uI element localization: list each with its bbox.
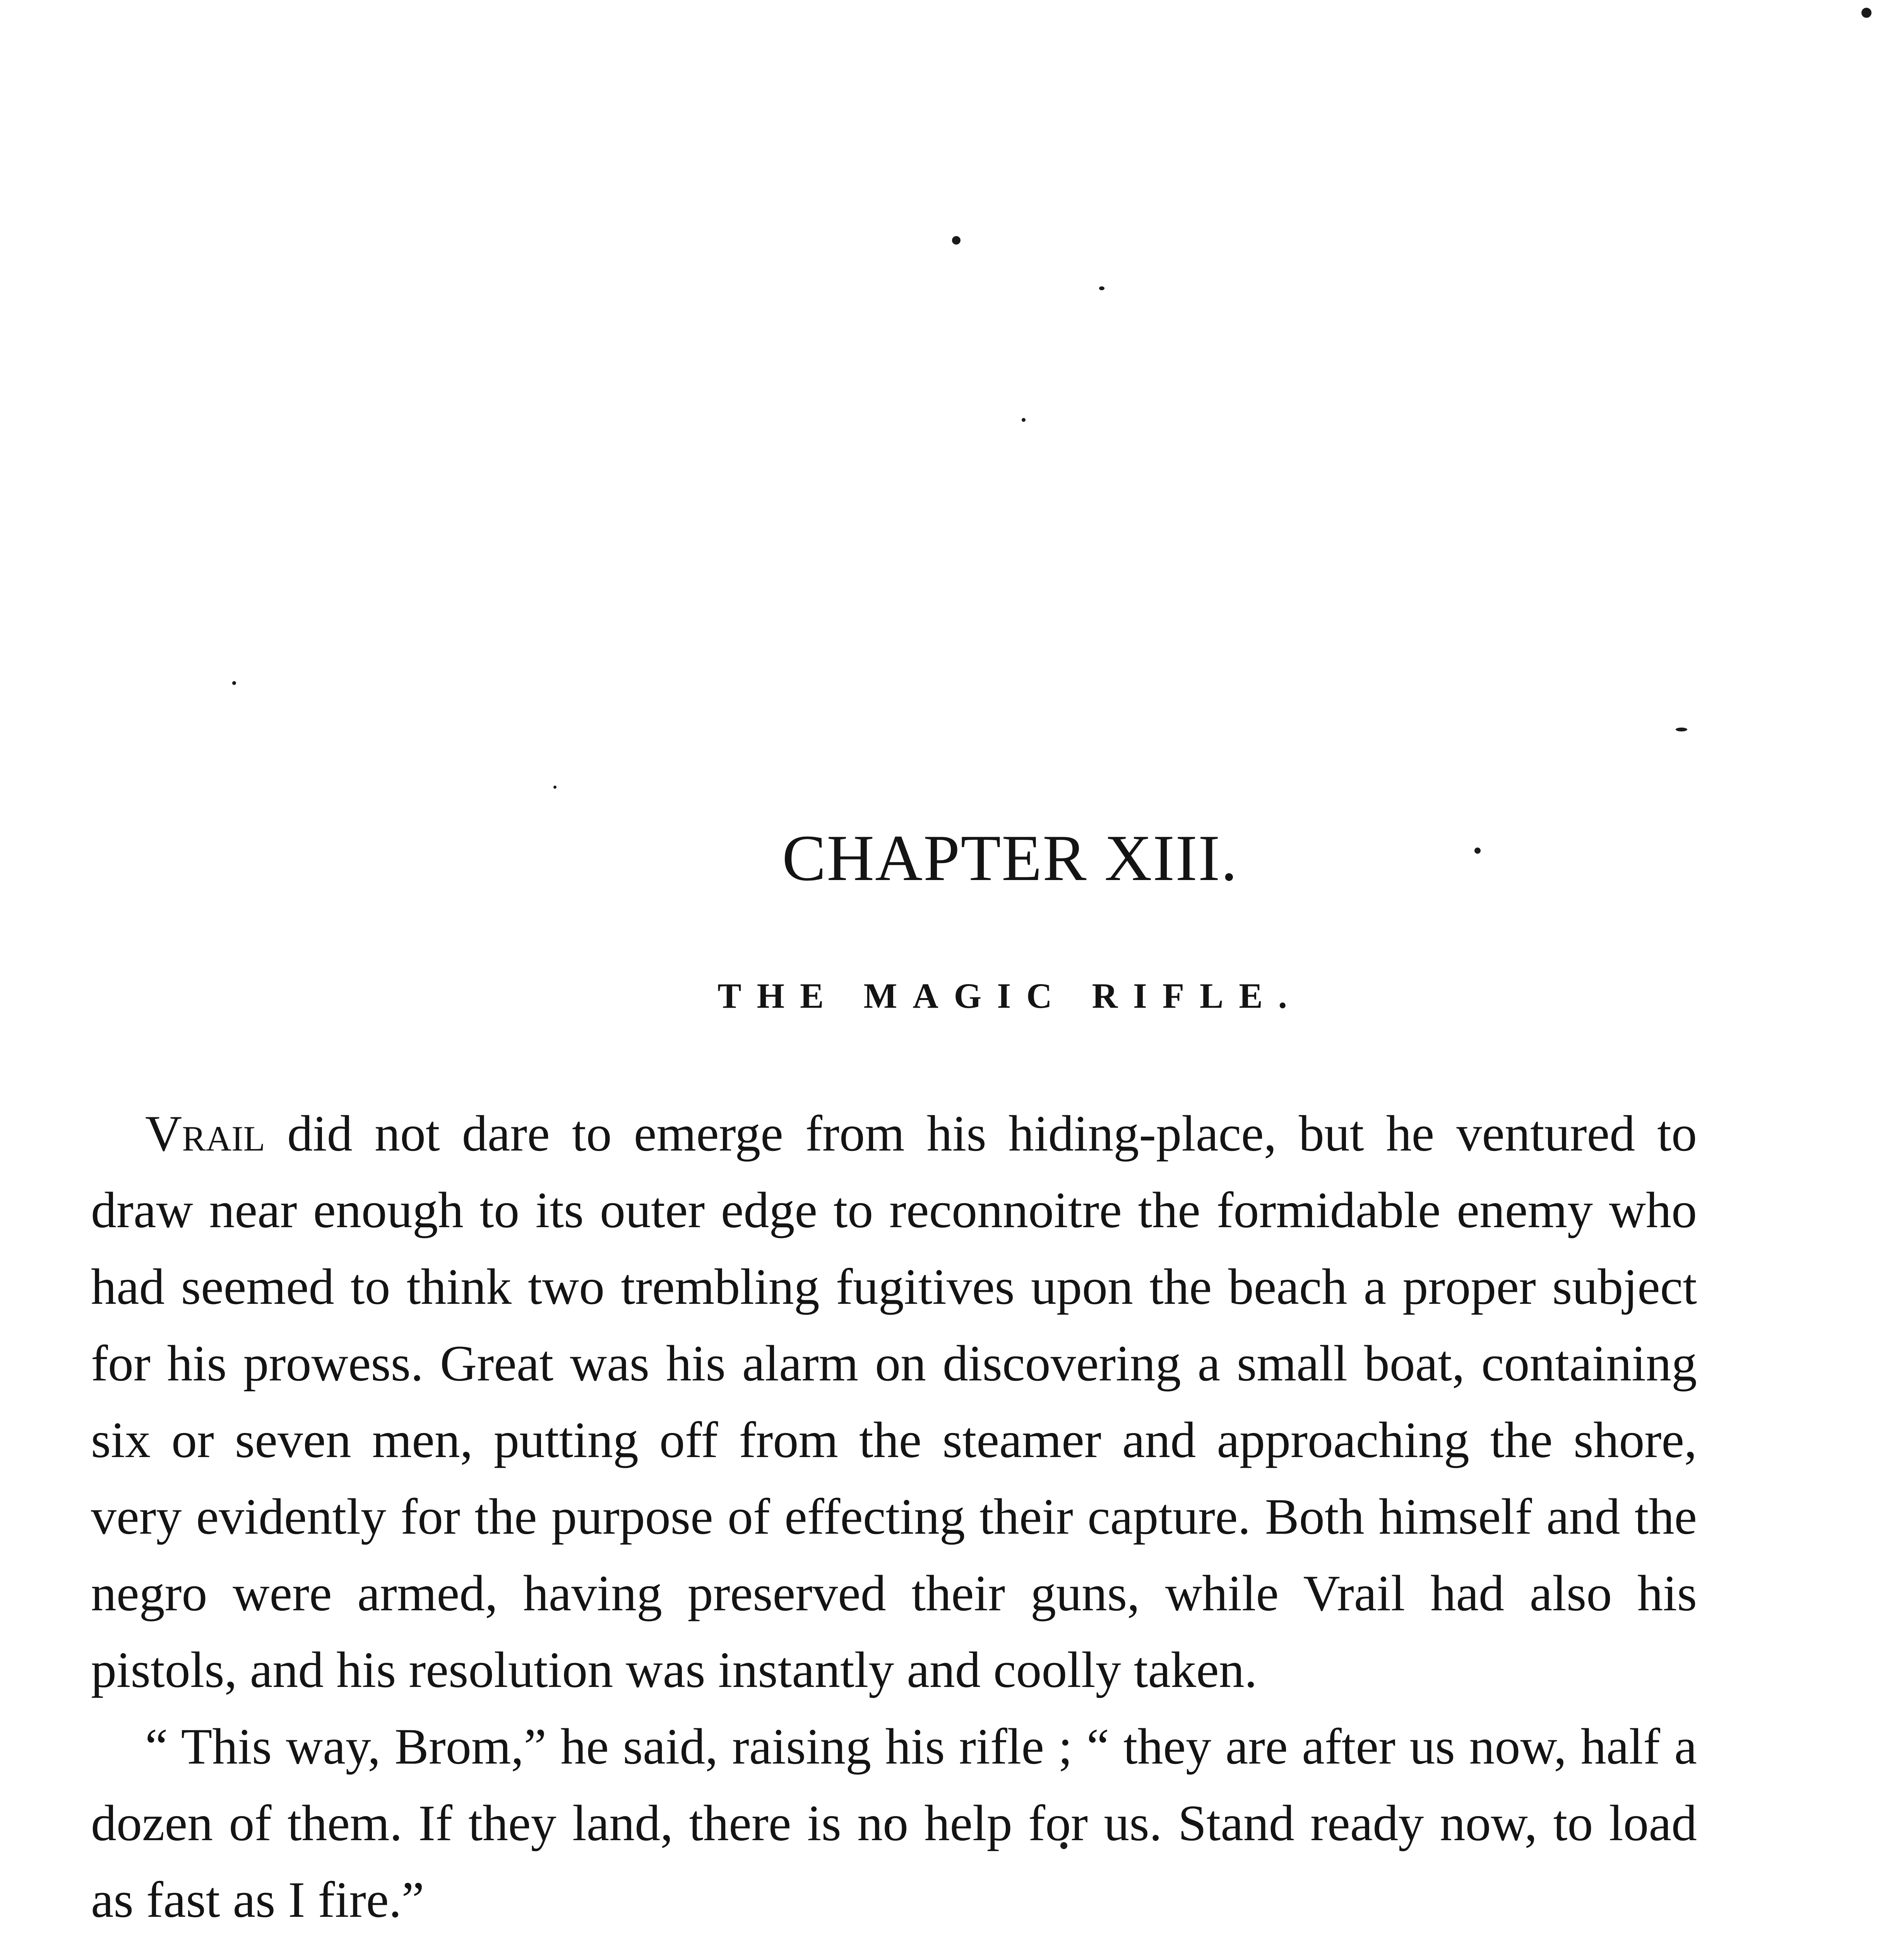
paragraph-1 <box>91 1095 1697 1708</box>
print-speck <box>1861 8 1871 18</box>
chapter-subtitle: THE MAGIC RIFLE. <box>717 976 1303 1015</box>
print-speck <box>1099 286 1104 290</box>
print-speck <box>232 681 236 685</box>
print-speck <box>553 786 556 789</box>
body-text <box>91 1095 1697 1935</box>
paragraph-1-text: did not dare to emerge from his hiding-place, but he ventured to draw near enough to its outer edge to reconnoitre the formidable enemy who had seemed to think two trembling fugitives upon the beach a proper subject for his prowess. Great was his alarm on discovering a small boat, containing six or seven men, putting off from the steamer and approaching the shore, very evidently for the purpose of effecting their capture. Both himself and the negro were armed, having preserved their guns, while Vrail had also his pistols, and his resolution was instantly and coolly taken. <box>91 1105 1697 1698</box>
print-speck <box>1676 728 1687 731</box>
print-speck <box>952 236 961 245</box>
print-speck <box>1022 418 1026 422</box>
paragraph-lead-word: Vrail <box>145 1105 265 1162</box>
paragraph-2: “ This way, Brom,” he said, raising his rifle ; “ they are after us now, half a dozen of them. If they land, there is no help for us. Stand ready now, to load as fast as I fire.” <box>91 1718 1697 1928</box>
chapter-title: CHAPTER XIII. <box>782 822 1238 894</box>
